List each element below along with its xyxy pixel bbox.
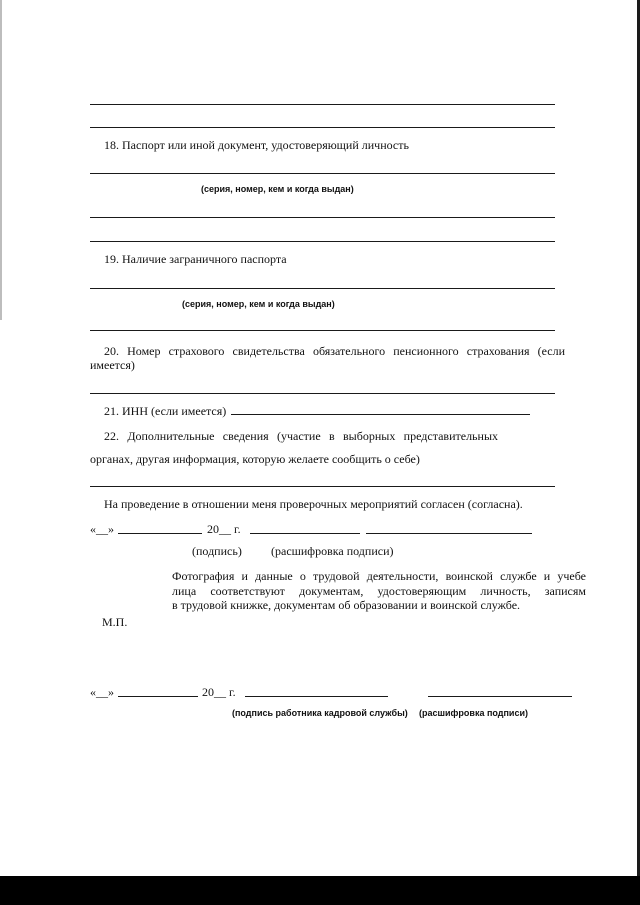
additional-info-line[interactable] [90,486,555,487]
inn-line[interactable] [231,414,530,415]
consent-date-open: «__» [90,522,114,536]
inn-label: 21. ИНН (если имеется) [104,404,227,418]
foreign-passport-label: 19. Наличие заграничного паспорта [104,252,287,266]
verification-line-3: в трудовой книжке, документам об образовании и воинской службе. [172,598,521,612]
hr-decode-line[interactable] [428,696,572,697]
passport-line[interactable] [90,217,555,218]
additional-info-label-cont: органах, другая информация, которую желаете сообщить о себе) [90,452,420,466]
passport-caption: (серия, номер, кем и когда выдан) [201,184,354,194]
foreign-passport-caption: (серия, номер, кем и когда выдан) [182,299,335,309]
hr-date-open: «__» [90,685,114,699]
scan-bottom-border [0,876,640,905]
consent-decode-line[interactable] [366,533,532,534]
consent-decode-caption: (расшифровка подписи) [271,544,394,558]
verification-line-2: лица соответствуют документам, удостоверяющим личность, записям [172,584,586,598]
consent-text: На проведение в отношении меня проверочных мероприятий согласен (согласна). [104,497,523,511]
blank-line[interactable] [90,104,555,105]
scan-edge-left [0,0,2,320]
hr-sign-caption: (подпись работника кадровой службы) [232,708,408,718]
seal-label: М.П. [102,615,128,629]
consent-year: 20__ г. [207,522,241,536]
consent-date-line[interactable] [118,533,202,534]
blank-line[interactable] [90,127,555,128]
hr-date-line[interactable] [118,696,198,697]
pension-certificate-label-cont: имеется) [90,358,135,372]
pension-certificate-label: 20. Номер страхового свидетельства обязательного пенсионного страхования (если [104,344,566,358]
foreign-passport-line[interactable] [90,288,555,289]
hr-decode-caption: (расшифровка подписи) [419,708,528,718]
hr-signature-line[interactable] [245,696,388,697]
foreign-passport-line[interactable] [90,330,555,331]
consent-sign-caption: (подпись) [192,544,242,558]
hr-year: 20__ г. [202,685,236,699]
passport-line[interactable] [90,173,555,174]
passport-label: 18. Паспорт или иной документ, удостоверяющий личность [104,138,409,152]
additional-info-label: 22. Дополнительные сведения (участие в выборных представительных [104,429,499,443]
consent-signature-line[interactable] [250,533,360,534]
pension-certificate-line[interactable] [90,393,555,394]
passport-line[interactable] [90,241,555,242]
verification-line-1: Фотография и данные о трудовой деятельности, воинской службе и учебе [172,569,586,583]
